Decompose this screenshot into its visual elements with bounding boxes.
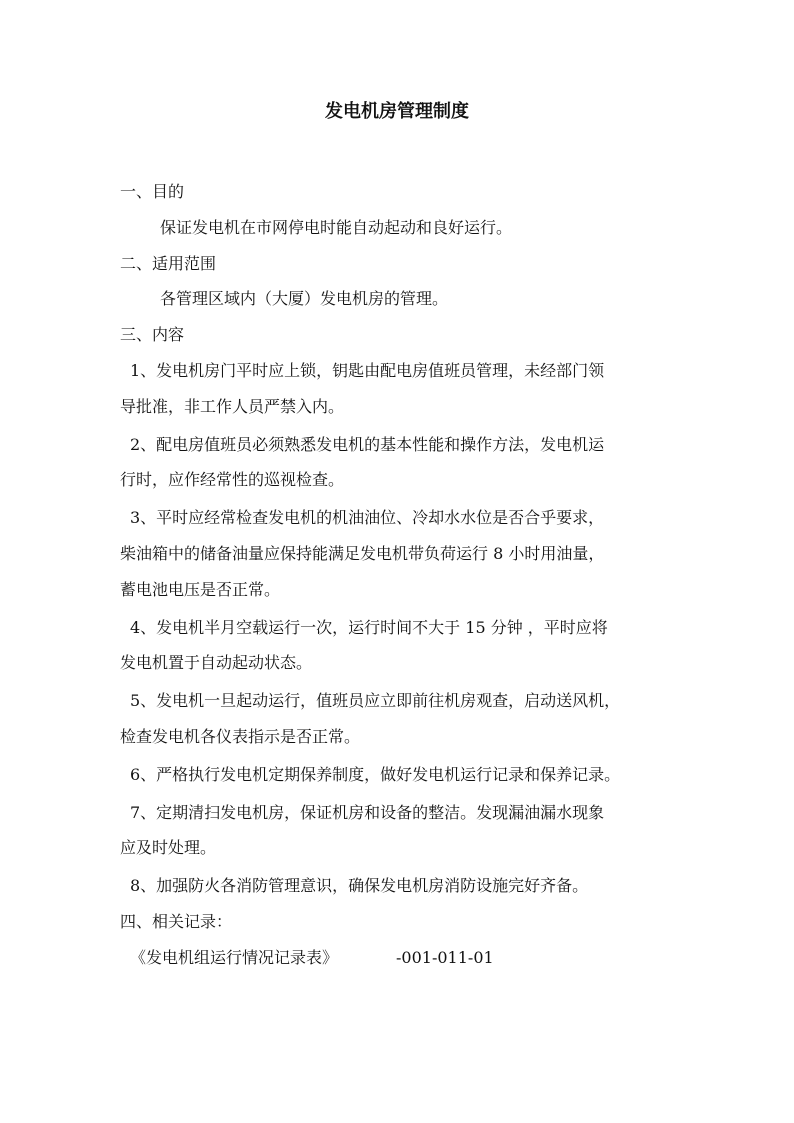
- list-item: [120, 610, 690, 682]
- section-heading-scope: 二、适用范围: [120, 253, 217, 273]
- list-item: [120, 683, 690, 755]
- list-item-line: 柴油箱中的储备油量应保持能满足发电机带负荷运行 8 小时用油量，: [120, 543, 605, 563]
- list-item-line: 7、定期清扫发电机房，保证机房和设备的整洁。发现漏油漏水现象: [130, 802, 605, 822]
- list-item-line: 4、发电机半月空载运行一次，运行时间不大于 15 分钟 ，平时应将: [130, 617, 608, 637]
- list-item: [120, 868, 690, 904]
- section-text-purpose: 保证发电机在市网停电时能自动起动和良好运行。: [160, 217, 513, 237]
- list-item-line: 6、严格执行发电机定期保养制度，做好发电机运行记录和保养记录。: [130, 764, 621, 784]
- list-item-line: 蓄电池电压是否正常。: [120, 579, 281, 599]
- record-form-name: 《发电机组运行情况记录表》: [130, 947, 339, 967]
- list-item-line: 1、发电机房门平时应上锁，钥匙由配电房值班员管理，未经部门领: [130, 360, 605, 380]
- list-item: [120, 427, 690, 499]
- list-item-line: 发电机置于自动起动状态。: [120, 653, 313, 673]
- list-item-line: 导批准，非工作人员严禁入内。: [120, 396, 345, 416]
- document-title: 发电机房管理制度: [325, 101, 469, 122]
- section-heading-purpose: 一、目的: [120, 182, 185, 201]
- section-text-scope: 各管理区域内（大厦）发电机房的管理。: [160, 289, 449, 309]
- section-heading-records: 四、相关记录：: [120, 911, 233, 931]
- list-item-line: 2、配电房值班员必须熟悉发电机的基本性能和操作方法，发电机运: [130, 434, 605, 454]
- record-entry: [120, 940, 690, 976]
- list-item-line: 8、加强防火各消防管理意识，确保发电机房消防设施完好齐备。: [130, 876, 589, 896]
- list-item-line: 行时，应作经常性的巡视检查。: [120, 470, 345, 490]
- list-item-line: 检查发电机各仪表指示是否正常。: [120, 726, 361, 746]
- list-item: [120, 795, 690, 867]
- record-form-code: -001-011-01: [396, 947, 494, 967]
- list-item: [120, 353, 690, 425]
- document-body: [120, 174, 690, 976]
- section-heading-content: 三、内容: [120, 325, 185, 345]
- list-item-line: 5、发电机一旦起动运行，值班员应立即前往机房观查，启动送风机，: [130, 691, 621, 711]
- list-item: [120, 757, 690, 793]
- list-item: [120, 500, 690, 607]
- list-item-line: 3、平时应经常检查发电机的机油油位、冷却水水位是否合乎要求，: [130, 508, 605, 528]
- list-item-line: 应及时处理。: [120, 838, 217, 858]
